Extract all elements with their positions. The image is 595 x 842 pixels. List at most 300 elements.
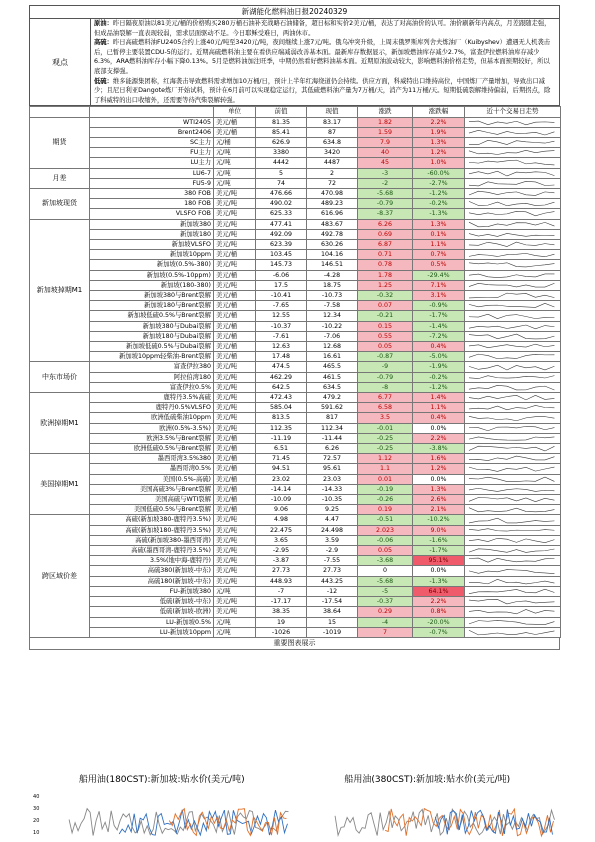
row-prev: 145.73 — [256, 260, 307, 270]
row-pct: -0.9% — [413, 301, 465, 311]
row-chg: 0.55 — [358, 331, 413, 341]
row-unit: 元/吨 — [214, 617, 256, 627]
row-chg: 2.023 — [358, 525, 413, 535]
row-pct: 1.2% — [413, 148, 465, 158]
sparkline-icon — [465, 475, 560, 484]
row-unit: 美元/桶 — [214, 117, 256, 127]
table-row — [30, 158, 561, 168]
trend-sparkline — [465, 617, 561, 627]
row-cur: -7.55 — [307, 556, 358, 566]
row-cur: -10.22 — [307, 321, 358, 331]
row-pct: 7.1% — [413, 280, 465, 290]
row-chg: -0.06 — [358, 535, 413, 545]
row-chg: -3 — [358, 168, 413, 178]
chart-tick-label: 10 — [33, 830, 40, 836]
row-name: 新加坡180 — [90, 229, 214, 239]
row-unit: 美元/吨 — [214, 597, 256, 607]
row-name: 高硫(墨西哥湾-鹿特丹3.5%) — [90, 546, 214, 556]
row-pct: 0.5% — [413, 260, 465, 270]
sparkline-icon — [465, 220, 560, 229]
table-row — [30, 382, 561, 392]
row-pct: 1.3% — [413, 219, 465, 229]
table-row — [30, 484, 561, 494]
trend-sparkline — [465, 444, 561, 454]
table-row — [30, 586, 561, 596]
trend-sparkline — [465, 342, 561, 352]
table-header-row — [30, 107, 561, 117]
trend-sparkline — [465, 403, 561, 413]
row-name: 380 FOB — [90, 188, 214, 198]
row-unit: 美元/桶 — [214, 495, 256, 505]
row-prev: 85.41 — [256, 127, 307, 137]
sparkline-icon — [465, 393, 560, 402]
row-pct: -0.7% — [413, 627, 465, 637]
row-unit: 美元/吨 — [214, 515, 256, 525]
row-name: 新加坡(0.5%-10ppm) — [90, 270, 214, 280]
row-unit: 元/吨 — [214, 148, 256, 158]
row-chg: 0.71 — [358, 250, 413, 260]
table-row — [30, 556, 561, 566]
row-chg: -9 — [358, 362, 413, 372]
row-cur: -10.73 — [307, 291, 358, 301]
row-name: LU6-7 — [90, 168, 214, 178]
trend-sparkline — [465, 413, 561, 423]
row-prev: -6.06 — [256, 270, 307, 280]
trend-sparkline — [465, 474, 561, 484]
row-cur: 634.5 — [307, 382, 358, 392]
row-pct: -1.7% — [413, 546, 465, 556]
row-cur: 18.75 — [307, 280, 358, 290]
row-unit: 美元/吨 — [214, 260, 256, 270]
row-name: 美国(0.5%-高硫) — [90, 474, 214, 484]
row-prev: -10.41 — [256, 291, 307, 301]
row-chg: 1.25 — [358, 280, 413, 290]
group-label: 跨区域价差 — [30, 515, 90, 637]
row-name: 新加坡低硫0.5%与Brent裂解 — [90, 311, 214, 321]
row-unit: 美元/吨 — [214, 362, 256, 372]
row-name: 新加坡VLSFO — [90, 239, 214, 249]
sparkline-icon — [465, 587, 560, 596]
row-name: WTI2405 — [90, 117, 214, 127]
trend-sparkline — [465, 311, 561, 321]
row-cur: 12.68 — [307, 342, 358, 352]
trend-sparkline — [465, 148, 561, 158]
charts-area — [29, 770, 560, 842]
row-prev: 17.5 — [256, 280, 307, 290]
row-name: 欧洲(0.5%-3.5%) — [90, 423, 214, 433]
table-row — [30, 597, 561, 607]
row-pct: 2.6% — [413, 495, 465, 505]
trend-sparkline — [465, 464, 561, 474]
row-name: 新加坡低硫0.5%与Dubai裂解 — [90, 342, 214, 352]
group-label: 期货 — [30, 117, 90, 168]
row-unit: 美元/吨 — [214, 393, 256, 403]
row-unit: 美元/吨 — [214, 372, 256, 382]
row-cur: -4.28 — [307, 270, 358, 280]
group-label: 中东市场价 — [30, 362, 90, 393]
header-chg: 涨跌 — [358, 107, 413, 117]
row-prev: 12.63 — [256, 342, 307, 352]
row-chg: 0.19 — [358, 505, 413, 515]
sparkline-icon — [465, 495, 560, 504]
row-name: SC主力 — [90, 137, 214, 147]
table-row — [30, 433, 561, 443]
row-unit: 美元/吨 — [214, 556, 256, 566]
row-cur: 3.59 — [307, 535, 358, 545]
trend-sparkline — [465, 382, 561, 392]
trend-sparkline — [465, 168, 561, 178]
chart-title-180: 船用油(180CST):新加坡:贴水价(美元/吨) — [78, 775, 245, 785]
table-row — [30, 576, 561, 586]
sparkline-icon — [465, 240, 560, 249]
table-row — [30, 566, 561, 576]
table-row — [30, 444, 561, 454]
row-name: 新加坡380与Dubai裂解 — [90, 321, 214, 331]
row-cur: 15 — [307, 617, 358, 627]
trend-sparkline — [465, 505, 561, 515]
row-chg: -0.79 — [358, 372, 413, 382]
row-unit: 美元/桶 — [214, 474, 256, 484]
row-cur: 72 — [307, 178, 358, 188]
row-prev: 813.5 — [256, 413, 307, 423]
row-name: 新加坡180与Dubai裂解 — [90, 331, 214, 341]
group-label: 美国掉期M1 — [30, 454, 90, 515]
row-name: 墨西哥湾3.5%380 — [90, 454, 214, 464]
table-row — [30, 627, 561, 637]
row-chg: -0.01 — [358, 423, 413, 433]
chart-180cst — [29, 770, 295, 842]
row-pct: 1.9% — [413, 127, 465, 137]
row-prev: 74 — [256, 178, 307, 188]
table-row — [30, 148, 561, 158]
row-chg: 0 — [358, 566, 413, 576]
row-cur: -14.33 — [307, 484, 358, 494]
row-unit: 元/吨 — [214, 627, 256, 637]
trend-sparkline — [465, 556, 561, 566]
row-cur: 12.34 — [307, 311, 358, 321]
row-chg: 45 — [358, 158, 413, 168]
row-unit: 美元/桶 — [214, 484, 256, 494]
trend-sparkline — [465, 331, 561, 341]
row-chg: 1.78 — [358, 270, 413, 280]
row-chg: -5.68 — [358, 576, 413, 586]
sparkline-icon — [465, 567, 560, 576]
row-prev: 5 — [256, 168, 307, 178]
table-row — [30, 525, 561, 535]
row-pct: 1.2% — [413, 464, 465, 474]
row-chg: 6.87 — [358, 239, 413, 249]
row-name: VLSFO FOB — [90, 209, 214, 219]
row-pct: -1.9% — [413, 362, 465, 372]
price-table — [29, 106, 561, 638]
sparkline-icon — [465, 322, 560, 331]
trend-sparkline — [465, 495, 561, 505]
row-name: 新加坡(180-380) — [90, 280, 214, 290]
group-label: 新加坡掉期M1 — [30, 219, 90, 362]
row-name: FU5-9 — [90, 178, 214, 188]
chart-tick-label: 40 — [33, 794, 40, 800]
row-prev: -7.65 — [256, 301, 307, 311]
row-pct: 0.0% — [413, 566, 465, 576]
row-cur: 443.25 — [307, 576, 358, 586]
row-name: LU-新加坡10ppm — [90, 627, 214, 637]
row-pct: 0.4% — [413, 342, 465, 352]
sparkline-icon — [465, 158, 560, 167]
row-chg: -0.26 — [358, 495, 413, 505]
row-chg: 40 — [358, 148, 413, 158]
chart-380cst — [295, 770, 561, 842]
row-name: 美国低硫0.5%与Brent裂解 — [90, 505, 214, 515]
row-name: 富查伊拉380 — [90, 362, 214, 372]
row-name: 高硫380(新加坡-中东) — [90, 566, 214, 576]
row-unit: 美元/桶 — [214, 352, 256, 362]
row-name: 美国高硫3%与Brent裂解 — [90, 484, 214, 494]
report-page — [29, 5, 560, 650]
sparkline-icon — [465, 169, 560, 178]
header-cur: 现值 — [307, 107, 358, 117]
trend-sparkline — [465, 597, 561, 607]
row-pct: -1.3% — [413, 209, 465, 219]
table-row — [30, 178, 561, 188]
row-name: 低硫(新加坡-中东) — [90, 597, 214, 607]
row-cur: 591.62 — [307, 403, 358, 413]
row-cur: 489.23 — [307, 199, 358, 209]
row-pct: 1.0% — [413, 158, 465, 168]
sparkline-icon — [465, 342, 560, 351]
sparkline-icon — [465, 281, 560, 290]
table-row — [30, 260, 561, 270]
row-cur: 24.498 — [307, 525, 358, 535]
row-cur: 634.8 — [307, 137, 358, 147]
row-unit: 美元/吨 — [214, 382, 256, 392]
row-prev: -10.09 — [256, 495, 307, 505]
table-row — [30, 321, 561, 331]
row-pct: 95.1% — [413, 556, 465, 566]
row-pct: -1.4% — [413, 321, 465, 331]
sparkline-icon — [465, 454, 560, 463]
group-label: 月差 — [30, 168, 90, 188]
row-cur: 104.16 — [307, 250, 358, 260]
row-prev: 27.73 — [256, 566, 307, 576]
row-unit: 美元/桶 — [214, 311, 256, 321]
row-name: 鹿特丹3.5%高硫 — [90, 393, 214, 403]
sparkline-icon — [465, 383, 560, 392]
group-label: 新加坡现货 — [30, 188, 90, 219]
sparkline-icon — [465, 444, 560, 453]
row-prev: 71.45 — [256, 454, 307, 464]
row-pct: -7.2% — [413, 331, 465, 341]
row-unit: 美元/吨 — [214, 229, 256, 239]
row-prev: 448.93 — [256, 576, 307, 586]
sparkline-icon — [465, 199, 560, 208]
table-row — [30, 117, 561, 127]
row-cur: -17.54 — [307, 597, 358, 607]
sparkline-icon — [465, 618, 560, 627]
row-pct: 1.3% — [413, 484, 465, 494]
row-name: 低硫(新加坡-欧洲) — [90, 607, 214, 617]
trend-sparkline — [465, 280, 561, 290]
table-row — [30, 188, 561, 198]
sparkline-icon — [465, 485, 560, 494]
row-pct: -1.2% — [413, 188, 465, 198]
row-prev: -17.17 — [256, 597, 307, 607]
row-pct: -5.0% — [413, 352, 465, 362]
row-prev: -1026 — [256, 627, 307, 637]
row-unit: 美元/吨 — [214, 607, 256, 617]
trend-sparkline — [465, 178, 561, 188]
table-row — [30, 311, 561, 321]
row-name: 新加坡380 — [90, 219, 214, 229]
row-unit: 美元/吨 — [214, 209, 256, 219]
row-cur: 817 — [307, 413, 358, 423]
table-row — [30, 495, 561, 505]
row-prev: 476.66 — [256, 188, 307, 198]
row-chg: 1.12 — [358, 454, 413, 464]
row-unit: 元/吨 — [214, 178, 256, 188]
row-unit: 美元/吨 — [214, 413, 256, 423]
table-row — [30, 372, 561, 382]
trend-sparkline — [465, 137, 561, 147]
row-unit: 元/吨 — [214, 158, 256, 168]
sparkline-icon — [465, 260, 560, 269]
row-name: FU-新加坡380 — [90, 586, 214, 596]
row-cur: 95.61 — [307, 464, 358, 474]
trend-sparkline — [465, 352, 561, 362]
row-prev: -7.61 — [256, 331, 307, 341]
trend-sparkline — [465, 433, 561, 443]
header-prev: 前值 — [256, 107, 307, 117]
sparkline-icon — [465, 250, 560, 259]
sparkline-icon — [465, 526, 560, 535]
row-name: 美国高硫与WTI裂解 — [90, 495, 214, 505]
row-chg: -0.19 — [358, 484, 413, 494]
row-pct: 0.8% — [413, 607, 465, 617]
table-row — [30, 505, 561, 515]
row-unit: 美元/桶 — [214, 331, 256, 341]
row-name: 高硫(新加坡380-鹿特丹3.5%) — [90, 515, 214, 525]
row-unit: 美元/吨 — [214, 423, 256, 433]
row-prev: 3380 — [256, 148, 307, 158]
table-row — [30, 464, 561, 474]
table-row — [30, 515, 561, 525]
chart-380-plot — [295, 788, 561, 842]
trend-sparkline — [465, 250, 561, 260]
table-row — [30, 362, 561, 372]
sparkline-icon — [465, 118, 560, 127]
sparkline-icon — [465, 291, 560, 300]
sparkline-icon — [465, 536, 560, 545]
table-row — [30, 127, 561, 137]
trend-sparkline — [465, 321, 561, 331]
row-pct: -0.2% — [413, 372, 465, 382]
row-cur: -12 — [307, 586, 358, 596]
row-pct: 2.1% — [413, 505, 465, 515]
row-pct: 2.2% — [413, 433, 465, 443]
sparkline-icon — [465, 373, 560, 382]
row-chg: 7.9 — [358, 137, 413, 147]
sparkline-icon — [465, 628, 560, 637]
table-row — [30, 607, 561, 617]
sparkline-icon — [465, 189, 560, 198]
row-cur: 23.03 — [307, 474, 358, 484]
charts-section-title: 重要图表展示 — [29, 638, 560, 650]
header-trend: 近十个交易日走势 — [465, 107, 561, 117]
row-unit: 美元/吨 — [214, 403, 256, 413]
row-pct: -2.7% — [413, 178, 465, 188]
row-unit: 美元/吨 — [214, 566, 256, 576]
row-prev: 19 — [256, 617, 307, 627]
row-pct: -60.0% — [413, 168, 465, 178]
row-name: 180 FOB — [90, 199, 214, 209]
row-unit: 美元/桶 — [214, 433, 256, 443]
row-chg: -0.79 — [358, 199, 413, 209]
row-name: 墨西哥湾0.5% — [90, 464, 214, 474]
table-row — [30, 413, 561, 423]
row-unit: 美元/桶 — [214, 127, 256, 137]
row-cur: 16.61 — [307, 352, 358, 362]
row-pct: 1.1% — [413, 403, 465, 413]
trend-sparkline — [465, 576, 561, 586]
row-name: 高硫(新加坡380-墨西哥湾) — [90, 535, 214, 545]
row-cur: 465.5 — [307, 362, 358, 372]
chart-180-plot — [29, 788, 295, 842]
table-row — [30, 454, 561, 464]
row-prev: 4.98 — [256, 515, 307, 525]
row-chg: -0.87 — [358, 352, 413, 362]
trend-sparkline — [465, 586, 561, 596]
row-cur: 492.78 — [307, 229, 358, 239]
row-cur: -7.58 — [307, 301, 358, 311]
row-prev: 81.35 — [256, 117, 307, 127]
row-chg: -0.25 — [358, 433, 413, 443]
row-cur: -1019 — [307, 627, 358, 637]
row-unit: 美元/吨 — [214, 280, 256, 290]
row-chg: 0.05 — [358, 546, 413, 556]
row-unit: 元/桶 — [214, 137, 256, 147]
row-name: 阿拉伯湾180 — [90, 372, 214, 382]
row-pct: 9.0% — [413, 525, 465, 535]
trend-sparkline — [465, 199, 561, 209]
row-unit: 美元/吨 — [214, 239, 256, 249]
row-prev: 642.5 — [256, 382, 307, 392]
sparkline-icon — [465, 577, 560, 586]
trend-sparkline — [465, 546, 561, 556]
row-pct: -1.7% — [413, 311, 465, 321]
table-row — [30, 291, 561, 301]
table-row — [30, 331, 561, 341]
trend-sparkline — [465, 270, 561, 280]
table-row — [30, 239, 561, 249]
row-pct: 1.3% — [413, 137, 465, 147]
viewpoint-section — [29, 18, 560, 106]
row-prev: -7 — [256, 586, 307, 596]
row-prev: 17.48 — [256, 352, 307, 362]
row-pct: 0.0% — [413, 474, 465, 484]
row-prev: 103.45 — [256, 250, 307, 260]
trend-sparkline — [465, 423, 561, 433]
row-prev: 3.65 — [256, 535, 307, 545]
table-row — [30, 219, 561, 229]
table-row — [30, 352, 561, 362]
row-prev: 9.06 — [256, 505, 307, 515]
row-cur: 9.25 — [307, 505, 358, 515]
row-unit: 美元/吨 — [214, 188, 256, 198]
row-cur: 38.64 — [307, 607, 358, 617]
trend-sparkline — [465, 607, 561, 617]
trend-sparkline — [465, 393, 561, 403]
row-prev: -3.87 — [256, 556, 307, 566]
table-row — [30, 617, 561, 627]
